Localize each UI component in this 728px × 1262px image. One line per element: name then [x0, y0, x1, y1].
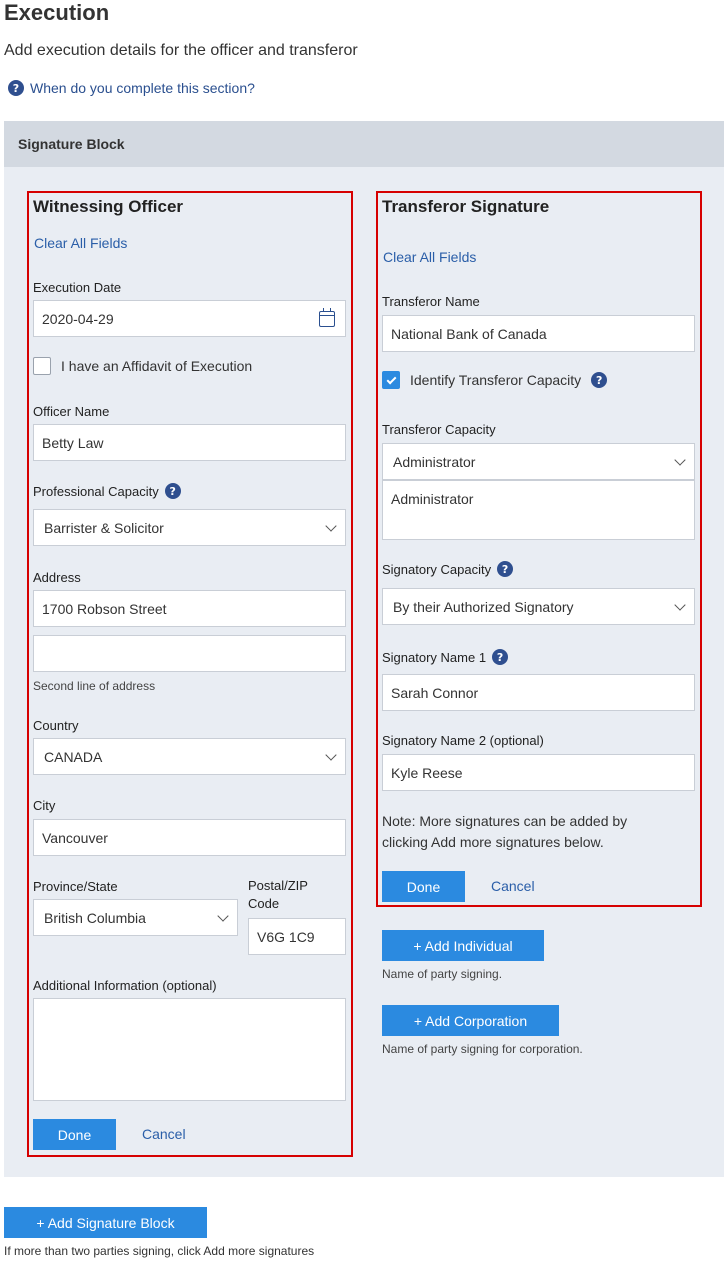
execution-date-value: 2020-04-29 — [42, 310, 114, 327]
help-link[interactable] — [8, 80, 255, 96]
signatory-name1-label — [382, 649, 508, 665]
question-circle-icon[interactable]: ? — [497, 561, 513, 577]
question-circle-icon[interactable]: ? — [492, 649, 508, 665]
identify-capacity-checkbox-row[interactable] — [382, 371, 607, 389]
affidavit-checkbox-row[interactable] — [33, 357, 252, 375]
officer-cancel-button[interactable]: Cancel — [142, 1126, 186, 1142]
country-value: CANADA — [44, 748, 103, 765]
chevron-down-icon — [325, 749, 336, 760]
transferor-name-input[interactable]: National Bank of Canada — [382, 315, 695, 352]
signatures-note: Note: More signatures can be added by clicking Add more signatures below. — [382, 813, 628, 850]
signature-block — [4, 121, 724, 1177]
province-select[interactable] — [33, 899, 238, 936]
checkmark-icon — [386, 374, 396, 384]
signatory-capacity-label — [382, 561, 513, 577]
address-line1-input[interactable]: 1700 Robson Street — [33, 590, 346, 627]
country-select[interactable] — [33, 738, 346, 775]
affidavit-label: I have an Affidavit of Execution — [61, 358, 253, 374]
professional-capacity-value: Barrister & Solicitor — [44, 519, 164, 536]
calendar-icon[interactable] — [319, 311, 335, 327]
officer-done-button[interactable]: Done — [33, 1119, 116, 1150]
transferor-name-label: Transferor Name — [382, 294, 480, 309]
transferor-capacity-label: Transferor Capacity — [382, 422, 496, 437]
affidavit-checkbox[interactable] — [33, 357, 51, 375]
signatory-name2-input[interactable]: Kyle Reese — [382, 754, 695, 791]
add-signature-block-hint: If more than two parties signing, click Add more signatures — [4, 1244, 315, 1258]
signatory-name1-label-text: Signatory Name 1 — [382, 649, 487, 665]
officer-name-label: Officer Name — [33, 404, 110, 419]
question-circle-icon[interactable]: ? — [165, 483, 181, 499]
chevron-down-icon — [217, 910, 228, 921]
help-link-label: When do you complete this section? — [30, 80, 255, 96]
execution-date-input[interactable] — [33, 300, 346, 337]
signatory-name2-label: Signatory Name 2 (optional) — [382, 733, 544, 748]
witnessing-officer-panel — [27, 191, 353, 1157]
address-line2-hint: Second line of address — [33, 679, 156, 693]
transferor-capacity-textarea[interactable]: Administrator — [382, 480, 695, 540]
professional-capacity-label — [33, 483, 181, 499]
transferor-cancel-button[interactable]: Cancel — [491, 878, 535, 894]
witnessing-officer-title: Witnessing Officer — [33, 197, 184, 216]
transferor-capacity-select[interactable] — [382, 443, 695, 480]
province-label: Province/State — [33, 879, 118, 894]
add-individual-hint: Name of party signing. — [382, 967, 503, 981]
chevron-down-icon — [674, 454, 685, 465]
city-label: City — [33, 798, 56, 813]
chevron-down-icon — [325, 520, 336, 531]
postal-label: Postal/ZIP Code — [248, 878, 308, 911]
officer-name-input[interactable]: Betty Law — [33, 424, 346, 461]
signatory-capacity-select[interactable] — [382, 588, 695, 625]
additional-info-label: Additional Information (optional) — [33, 978, 217, 993]
identify-capacity-checkbox[interactable] — [382, 371, 400, 389]
professional-capacity-label-text: Professional Capacity — [33, 483, 159, 499]
page-title: Execution — [4, 0, 110, 25]
province-value: British Columbia — [44, 909, 146, 926]
add-signature-block-button[interactable]: + Add Signature Block — [4, 1207, 207, 1238]
transferor-signature-title: Transferor Signature — [382, 197, 550, 216]
officer-clear-all-link[interactable]: Clear All Fields — [34, 235, 128, 251]
transferor-done-button[interactable]: Done — [382, 871, 465, 902]
city-input[interactable]: Vancouver — [33, 819, 346, 856]
transferor-capacity-value: Administrator — [393, 453, 476, 470]
professional-capacity-select[interactable] — [33, 509, 346, 546]
signatory-capacity-label-text: Signatory Capacity — [382, 561, 492, 577]
address-line2-input[interactable] — [33, 635, 346, 672]
signatory-capacity-value: By their Authorized Signatory — [393, 598, 574, 615]
transferor-signature-panel — [376, 191, 702, 907]
question-circle-icon[interactable]: ? — [591, 372, 607, 388]
page-subtitle: Add execution details for the officer and transferor — [4, 42, 358, 59]
add-individual-button[interactable]: + Add Individual — [382, 930, 544, 961]
question-circle-icon: ? — [8, 80, 24, 96]
address-label: Address — [33, 570, 81, 585]
additional-info-textarea[interactable] — [33, 998, 346, 1101]
signature-block-header: Signature Block — [4, 121, 724, 167]
add-corporation-button[interactable]: + Add Corporation — [382, 1005, 559, 1036]
signatory-name1-input[interactable]: Sarah Connor — [382, 674, 695, 711]
execution-date-label: Execution Date — [33, 280, 122, 295]
chevron-down-icon — [674, 599, 685, 610]
transferor-clear-all-link[interactable]: Clear All Fields — [383, 249, 477, 265]
country-label: Country — [33, 718, 79, 733]
postal-input[interactable]: V6G 1C9 — [248, 918, 346, 955]
add-corporation-hint: Name of party signing for corporation. — [382, 1042, 583, 1056]
identify-capacity-label: Identify Transferor Capacity — [410, 372, 582, 388]
